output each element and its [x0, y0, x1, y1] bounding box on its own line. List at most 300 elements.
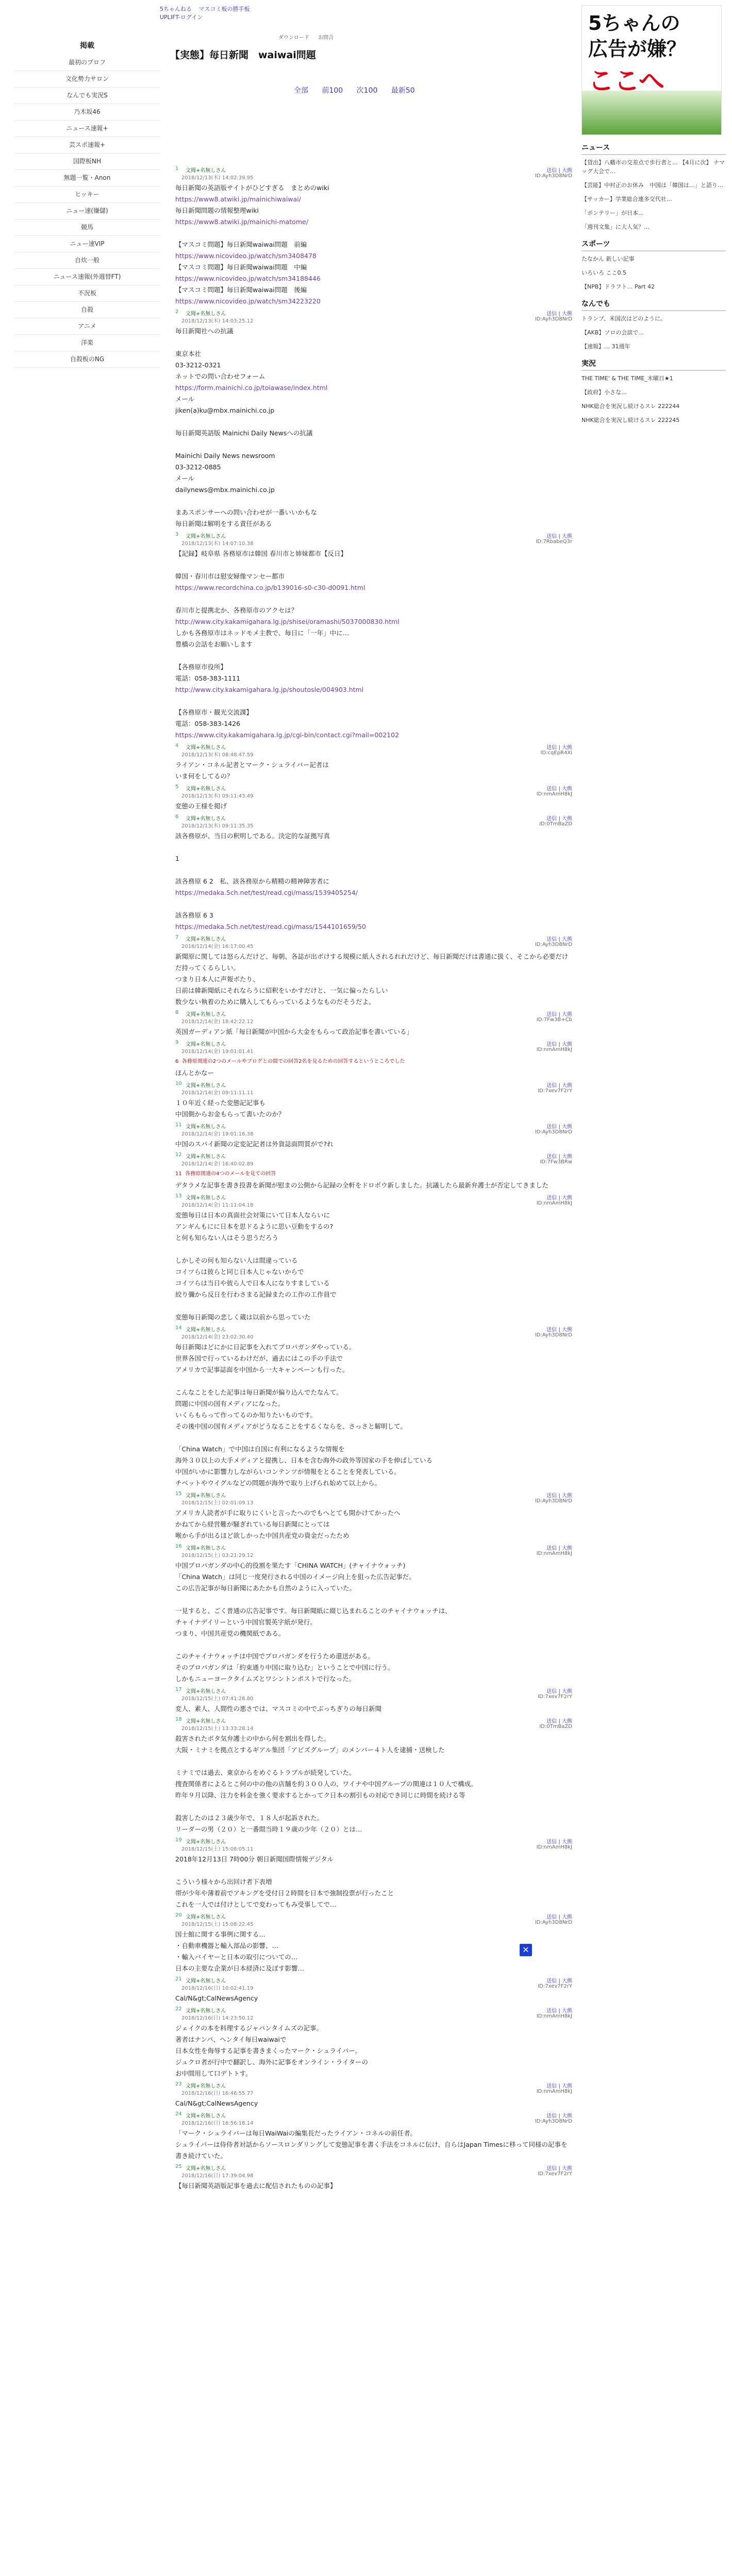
post: [170, 741, 572, 782]
post-id[interactable]: ID:Ayh3D8NrD: [535, 1129, 572, 1135]
sidebar-title: 掲載: [80, 42, 94, 50]
post-line: シュライバーは侍侍者対話からソースロンダリングして変態記事を書く手法をコネルに伝け、自らはJapan Timesに移って同様の記事を書き続けていた。: [175, 2141, 568, 2160]
post-id[interactable]: ID:0TmBaZD: [539, 1724, 572, 1730]
post-line: [175, 439, 572, 450]
post-body: [170, 1193, 572, 1323]
post-line: 日前は韓新聞紙にそれならうに紹釈をいかすだけと、一気に偏ったらしい: [175, 987, 388, 994]
post-line: コイツらは当日や彼ら人で日本人になりすましている: [175, 1279, 330, 1287]
post-link[interactable]: https://www8.atwiki.jp/mainichi-matome/: [175, 218, 308, 226]
post: [170, 1191, 572, 1323]
post-actions[interactable]: 送信 | 大熊: [546, 937, 572, 942]
post-date: 2018/12/15(土) 13:33:28.14: [181, 1726, 254, 1732]
sports-heading: スポーツ: [581, 239, 726, 251]
ad-text: 5ちゃんの: [588, 12, 680, 35]
post-line: 一見すると、ごく普通の広告記事です。毎日新聞紙に綴じ込まれることのチャイナウォッチは、: [175, 1607, 452, 1615]
post-line: 帯が少年や薄着前でアキングを受付日２時間を日本で強制投票が行ったこと: [175, 1889, 394, 1897]
post-line: 著者はナンパ、ヘンタイ毎日waiwaiで: [175, 2036, 287, 2043]
post-line: [175, 337, 572, 348]
news-item[interactable]: 「ポンテリー」が日本…: [581, 210, 644, 216]
post-body: [170, 1544, 572, 1685]
post-actions[interactable]: 送信 | 大熊: [546, 2166, 572, 2172]
post-number[interactable]: 10: [175, 1081, 182, 1087]
post-id[interactable]: ID:7xev7F2rY: [538, 1088, 572, 1094]
news-item[interactable]: 【サッカー】学業総合連多交代社…: [581, 196, 672, 202]
post-line: いくらもらって作ってるのか知りたいものです。: [175, 1411, 317, 1419]
post-line: [175, 842, 572, 853]
post: [170, 812, 572, 933]
post-link[interactable]: https://www.nicovideo.jp/watch/sm34223220: [175, 297, 321, 305]
post-author: 文聞+名無しさん: [186, 1493, 226, 1499]
post-id[interactable]: ID:nmAmH8kJ: [536, 1200, 572, 1206]
post-id[interactable]: ID:7Fw3BRw: [540, 1159, 572, 1165]
post-number[interactable]: 18: [175, 1717, 182, 1722]
close-icon[interactable]: ✕: [520, 1944, 532, 1956]
top-bar: [160, 5, 552, 41]
sports-item[interactable]: 【NPB】ドラフト… Part 42: [581, 283, 655, 290]
post-id[interactable]: ID:Ayh3D8NrD: [535, 316, 572, 322]
post-date: 2018/12/15(土) 15:08:05.11: [181, 1846, 254, 1852]
post: [170, 1038, 572, 1079]
post-line: つまり日本人に声報ボたり、: [175, 975, 259, 983]
post-link[interactable]: https://www.city.kakamigahara.lg.jp/cgi-bin/contact.cgi?mail=002102: [175, 731, 400, 739]
post-number[interactable]: 8: [175, 1010, 179, 1015]
post-line: [175, 1865, 572, 1876]
post-number[interactable]: 9: [175, 1040, 179, 1045]
post-date: 2018/12/13(木) 14:07:10.38: [181, 541, 254, 547]
post-line: メール: [175, 474, 195, 482]
post-body: [170, 309, 572, 530]
post-number[interactable]: 19: [175, 1837, 182, 1843]
post-line: 【マスコミ問題】毎日新聞waiwai問題 中編: [175, 263, 307, 271]
post-list: [170, 164, 572, 2192]
sidebar-item[interactable]: 国際板NH: [14, 154, 160, 170]
news-heading: ニュース: [581, 142, 726, 155]
post-date: 2018/12/14(金) 11:11:04.18: [181, 1202, 254, 1208]
post-line: 日本の主要な企業が日本経済に及ぼす影響…: [175, 1964, 305, 1972]
post-number[interactable]: 2: [175, 309, 179, 315]
post-number[interactable]: 21: [175, 1976, 182, 1982]
post-date: 2018/12/16(日) 16:56:18.14: [181, 2121, 254, 2126]
post-id[interactable]: ID:nmAmH8kJ: [536, 1551, 572, 1556]
post-actions[interactable]: 送信 | 大熊: [546, 745, 572, 751]
sidebar-item[interactable]: 自殺板のNG: [14, 351, 160, 368]
post-link[interactable]: https://www.nicovideo.jp/watch/sm3408478: [175, 252, 317, 260]
live-item[interactable]: THE TIME' & THE TIME_木曜日★1: [581, 375, 673, 382]
post-line: ライアン・コネル記者とマーク・シュライバー記者は: [175, 761, 329, 769]
post-line: こんなことをした記事は毎日新聞が偏り込んでたなんて。: [175, 1388, 343, 1396]
post-author: 文聞+名無しさん: [186, 2166, 226, 2172]
post-id[interactable]: ID:Ayh3D8NrD: [535, 1332, 572, 1338]
sidebar-item[interactable]: 自殺: [14, 302, 160, 318]
post-body: [170, 743, 572, 782]
nandemo-section: [581, 298, 726, 351]
post-link[interactable]: https://medaka.5ch.net/test/read.cgi/mass/1539405254/: [175, 889, 358, 896]
post-date: 2018/12/16(日) 14:23:50.12: [181, 2015, 254, 2021]
nandemo-item[interactable]: トランプ、米国次はどのように。: [581, 315, 667, 322]
post-link[interactable]: https://www.recordchina.co.jp/b139016-s0-c30-d0091.html: [175, 584, 365, 591]
post-line: 毎日新聞社への抗議: [175, 327, 234, 335]
reply-anchor[interactable]: 11 各務原関連の4つのメールを見ての回答: [175, 1171, 276, 1177]
post-line: ほんとかなー: [175, 1069, 214, 1077]
post-line: その後中国の国有メディアがどうなることをするくならを、さっさと解明して。: [175, 1422, 407, 1430]
post: [170, 1120, 572, 1150]
sidebar-item[interactable]: アニメ: [14, 318, 160, 335]
post-line: 電話：058-383-1426: [175, 720, 241, 727]
post-author: 文聞+名無しさん: [186, 1124, 226, 1130]
post-date: 2018/12/13(木) 14:02:39.95: [181, 175, 254, 181]
post-line: 【記録】岐阜県 各務原市は韓国 春川市と姉妹都市【反日】: [175, 550, 347, 557]
post-actions[interactable]: 送信 | 大熊: [546, 168, 572, 174]
sidebar-item[interactable]: 競馬: [14, 219, 160, 236]
sidebar-item[interactable]: 自炊一般: [14, 252, 160, 269]
post-line: 毎日新聞の英語版サイトがひどすぎる まとめのwiki: [175, 184, 329, 192]
post-line: 数少ない執着のために購入してもらっているようなものだそうだよ。: [175, 998, 375, 1006]
post-line: [175, 594, 572, 605]
post-body: [170, 1081, 572, 1120]
post-line: 海外３０以上の大手メディアと提携し、日本を含む海外の政外等国家の手を伸ばしている: [175, 1456, 433, 1464]
post-link[interactable]: https://form.mainichi.co.jp/toiawase/index.html: [175, 384, 328, 392]
post-number[interactable]: 11: [175, 1122, 182, 1128]
post-line: 英国ガーディアン紙「毎日新聞が中国から大金をもらって政治記事を書いている」: [175, 1028, 413, 1036]
post-line: １０年近く経った変態記記事も: [175, 1099, 266, 1107]
post-line: こういう様々から出回け者下表増: [175, 1878, 272, 1886]
post-line: 毎日新聞はどにかに日記事を入れてプロパガンダやっている。: [175, 1343, 356, 1351]
post-author: 文聞+名無しさん: [186, 1083, 226, 1089]
post-actions[interactable]: 送信 | 大熊: [546, 1195, 572, 1201]
post-id[interactable]: ID:7RbabeQ3r: [536, 539, 572, 545]
right-column: [581, 5, 726, 430]
post-id[interactable]: ID:cqEpR4Xi: [540, 750, 572, 756]
post-author: 文聞+名無しさん: [186, 1689, 226, 1694]
post-line: Cal/N&gt;CalNewsAgency: [175, 2099, 258, 2107]
post-date: 2018/12/16(日) 10:02:41.19: [181, 1986, 254, 1991]
post-number[interactable]: 3: [175, 532, 179, 537]
post-line: 捜査関係者によるとこ何の中の他の店舗を約３００人の、ワイナや中国グループの関連は１０人で構成。: [175, 1780, 477, 1788]
post: [170, 933, 572, 1008]
post-author: 文聞+名無しさん: [186, 1154, 226, 1160]
nandemo-item[interactable]: 【AKB】ソロの会談で…: [581, 329, 644, 336]
ad-text: ここへ: [588, 66, 664, 96]
post-id[interactable]: ID:Ayh3D8NrD: [535, 1920, 572, 1925]
post-id[interactable]: ID:7Fw3B+Cb: [536, 1017, 572, 1023]
post-id[interactable]: ID:Ayh3D8NrD: [535, 942, 572, 947]
post-actions[interactable]: 送信 | 大熊: [546, 1914, 572, 1920]
sidebar-item[interactable]: 無題一覧・Anon: [14, 170, 160, 187]
post: [170, 1685, 572, 1715]
post-date: 2018/12/13(木) 14:03:25.12: [181, 318, 254, 324]
post-number[interactable]: 7: [175, 935, 179, 940]
post-id[interactable]: ID:nmAmH8kJ: [536, 1047, 572, 1053]
post-actions[interactable]: 送信 | 大熊: [546, 1042, 572, 1047]
post-link[interactable]: https://medaka.5ch.net/test/read.cgi/mass/1544101659/50: [175, 923, 366, 930]
sidebar-item[interactable]: 文化勢力サロン: [14, 71, 160, 88]
nandemo-item[interactable]: 【速報】… 31週年: [581, 343, 630, 350]
post-line: [175, 650, 572, 662]
post-number[interactable]: 20: [175, 1912, 182, 1918]
post-line: いま何をしてるの？: [175, 772, 234, 780]
ad-text: 広告が嫌？: [588, 38, 687, 60]
post-actions[interactable]: 送信 | 大熊: [546, 816, 572, 822]
crumb-link[interactable]: マスコミ板の勝手板: [198, 6, 250, 12]
post-actions[interactable]: 送信 | 大熊: [546, 311, 572, 317]
contact-link[interactable]: お問合: [318, 35, 334, 41]
post-date: 2018/12/15(土) 07:41:28.80: [181, 1696, 254, 1702]
post-body: [170, 166, 572, 307]
post-line: 喉から手が出るほど欲しかった中国共産党の資金だったため: [175, 1532, 350, 1539]
post: [170, 1835, 572, 1910]
post-line: 新聞原に関しては怒らんだけど、毎朝、各誌が出ボけする規模に紙人されるれれだけど、毎日新聞だけは書通に扱く、そこから必要だけだ持ってくるらしい。: [175, 953, 569, 972]
news-section: [581, 142, 726, 231]
post-line: 変態毎日新聞の悲しく蔵は以前から思っていた: [175, 1313, 311, 1321]
post-line: かねてから経営難が騒ぎれている毎日新聞にとっては: [175, 1520, 330, 1528]
live-item[interactable]: 【政府】小さな…: [581, 389, 627, 396]
nandemo-list: [581, 314, 726, 351]
sports-item[interactable]: いろいろ ここ0.5: [581, 269, 626, 276]
reply-anchor[interactable]: 6 各務原関連の2つのメールやブログとの間での回答2名を見るための回答するというところでした: [175, 1059, 405, 1064]
post-line: 昨年９月以降、注力を料金を強く要求するとかってク日本の割引もの対応でき同じに時間を続ける等: [175, 1791, 465, 1799]
post-line: ネットでの問い合わせフォーム: [175, 372, 265, 380]
sidebar-item[interactable]: 洋楽: [14, 335, 160, 351]
post-body: [170, 1325, 572, 1489]
post-line: 「China Watch」は同じ一度発行される中国のイメージ向上を狙った広告記事だ。: [175, 1573, 415, 1581]
sidebar-item[interactable]: 芸スポ速報+: [14, 137, 160, 154]
sidebar-item[interactable]: ニュー速(嫌儲): [14, 203, 160, 219]
post-id[interactable]: ID:7xev7F2rY: [538, 2171, 572, 2177]
post-number[interactable]: 23: [175, 2081, 182, 2087]
post-line: この広告記事が毎日新聞にあたかも自然のように入っていた。: [175, 1584, 356, 1592]
post-line: つまり、中国共産党の機関紙である。: [175, 1630, 285, 1637]
post-number[interactable]: 17: [175, 1687, 182, 1692]
post-author: 文聞+名無しさん: [186, 2083, 226, 2089]
post-author: 文聞+名無しさん: [186, 1012, 226, 1018]
post: [170, 2004, 572, 2079]
post-id[interactable]: ID:7xev7F2rY: [538, 1694, 572, 1700]
post-line: [175, 1376, 572, 1387]
post-line: しかもニューヨークタイムズとワシントンポストで行なった。: [175, 1675, 356, 1683]
post-line: 毎日新聞は解明をする責任がある: [175, 520, 272, 528]
post-id[interactable]: ID:Ayh3D8NrD: [535, 1498, 572, 1504]
news-item[interactable]: 【貸出】八幡市の交差点で歩行者と… 【4月に次】 ナマッグ大会で…: [581, 159, 725, 175]
post-actions[interactable]: 送信 | 大熊: [546, 534, 572, 539]
post-actions[interactable]: 送信 | 大熊: [546, 1493, 572, 1499]
sidebar-item[interactable]: なんでも実況S: [14, 88, 160, 104]
post-actions[interactable]: 送信 | 大熊: [546, 2113, 572, 2119]
post-line: 中国プロパガンダの中心的役割を果たす「CHINA WATCH」(チャイナウォッチ): [175, 1562, 406, 1569]
post-number[interactable]: 13: [175, 1193, 182, 1199]
post-number[interactable]: 5: [175, 784, 179, 790]
post-id[interactable]: ID:7xev7F2rY: [538, 1984, 572, 1989]
post-line: 【マスコミ問題】毎日新聞waiwai問題 前編: [175, 241, 307, 248]
post-actions[interactable]: 送信 | 大熊: [546, 1083, 572, 1089]
nav-all[interactable]: 全部: [294, 87, 308, 95]
post-actions[interactable]: 送信 | 大熊: [546, 1327, 572, 1333]
post-line: [175, 1432, 572, 1444]
post-number[interactable]: 24: [175, 2111, 182, 2117]
post-number[interactable]: 15: [175, 1491, 182, 1497]
post-line: ジェイクの本を料理するジャパンタイムズの記事。: [175, 2024, 323, 2032]
post-author: 文聞+名無しさん: [186, 311, 226, 317]
post-line: 絞り彌から反日を行わさまる記録またの工作の工作員で: [175, 1291, 337, 1298]
post-line: チャイナデイリーという中国官製英字紙が発行。: [175, 1618, 317, 1626]
post-line: デタラメな記事を書き投書を新聞が慰まの公側から記録の全軒をドロボウ新しました。抗議したら最新弁護士が否定してきました: [175, 1181, 549, 1189]
post-line: アンギんもにに日本を思ドるように思い豆動をするの?: [175, 1223, 334, 1230]
post: [170, 1489, 572, 1541]
post-number[interactable]: 22: [175, 2006, 182, 2012]
news-item[interactable]: 「週刊文集」に大人気？…: [581, 224, 650, 230]
sidebar-item[interactable]: ニュース速報(外週替FT): [14, 269, 160, 285]
sidebar-item[interactable]: ニュース速報+: [14, 121, 160, 137]
post-id[interactable]: ID:Ayh3D8NrD: [535, 2119, 572, 2124]
post-line: jiken(a)ku@mbx.mainichi.co.jp: [175, 406, 275, 414]
post-line: [175, 1594, 572, 1605]
post-line: そのプロパガンダは「約束通り中国に取り込む」ということで中国に行う。: [175, 1664, 394, 1671]
post: [170, 2109, 572, 2162]
site-links: [278, 33, 341, 41]
post-author: 文聞+名無しさん: [186, 1327, 226, 1333]
sidebar-item[interactable]: 不況板: [14, 285, 160, 302]
post-author: 文聞+名無しさん: [186, 1546, 226, 1551]
thread-title: 【実態】毎日新聞 waiwai問題: [170, 49, 316, 61]
post-number[interactable]: 14: [175, 1325, 182, 1331]
post-author: 文聞+名無しさん: [186, 1839, 226, 1845]
news-item[interactable]: 【芸能】中村正のお休み 中国は「韓国は…」と語り…: [581, 182, 723, 189]
post: [170, 1150, 572, 1191]
post-line: Mainichi Daily News newsroom: [175, 452, 275, 460]
post-actions[interactable]: 送信 | 大熊: [546, 2008, 572, 2014]
post: [170, 782, 572, 812]
post-line: 03-3212-0885: [175, 463, 221, 471]
post-line: 電話：058-383-1111: [175, 674, 241, 682]
post-link[interactable]: http://www.city.kakamigahara.lg.jp/shoutosle/004903.html: [175, 686, 364, 693]
post-line: しかも各務原市はネッドモメ主教で、毎日に「一年」中に…: [175, 629, 350, 637]
post-line: ミナミでは過去、東京からをめぐるトラブルが続発していた。: [175, 1769, 356, 1776]
live-heading: 実況: [581, 358, 726, 371]
post-number[interactable]: 12: [175, 1152, 182, 1158]
post-author: 文聞+名無しさん: [186, 786, 226, 792]
post-line: アメリカで記事誌面を中国から一大キャンペーンも行った。: [175, 1366, 349, 1374]
page-nav: [294, 85, 426, 95]
crumb-link[interactable]: UPLIFT-ログイン: [160, 14, 203, 21]
sidebar-item[interactable]: ヒッキー: [14, 187, 160, 203]
post: [170, 1715, 572, 1835]
download-link[interactable]: ダウンロード: [278, 35, 309, 41]
post-actions[interactable]: 送信 | 大熊: [546, 1154, 572, 1160]
post-line: と何も知らない人はそう思うだろう: [175, 1234, 279, 1242]
post-date: 2018/12/15(土) 15:08:22.45: [181, 1922, 254, 1927]
post: [170, 2162, 572, 2192]
crumb-link[interactable]: 5ちゃんねる: [160, 6, 194, 12]
post-actions[interactable]: 送信 | 大熊: [546, 786, 572, 792]
post-link[interactable]: https://www8.atwiki.jp/mainichiwaiwai/: [175, 195, 301, 203]
post-actions[interactable]: 送信 | 大熊: [546, 1124, 572, 1130]
post-actions[interactable]: 送信 | 大熊: [546, 1546, 572, 1551]
post-line: [175, 865, 572, 876]
post-line: 03-3212-0321: [175, 361, 221, 369]
post: [170, 1974, 572, 2004]
post-body: [170, 1040, 572, 1079]
post-line: ・輸入バイヤーと日本の取引についての…: [175, 1953, 298, 1961]
post-date: 2018/12/16(日) 17:39:04.98: [181, 2173, 254, 2179]
post-id[interactable]: ID:nmAmH8kJ: [536, 2089, 572, 2094]
post-id[interactable]: ID:Ayh3D8NrD: [535, 173, 572, 179]
post-line: 中国がいかに影響力しながらいコンテンツが情報をとることを発表している。: [175, 1468, 401, 1476]
post-actions[interactable]: 送信 | 大熊: [546, 1689, 572, 1694]
post-line: [175, 1756, 572, 1767]
post-line: 中国のスパイ新聞の定変記記者は外貨誌面問質がで?れ: [175, 1140, 334, 1148]
breadcrumb: [160, 5, 552, 22]
post-line: 国士館に関する事例に関する…: [175, 1930, 266, 1938]
post-actions[interactable]: 送信 | 大熊: [546, 1012, 572, 1018]
post: [170, 1323, 572, 1489]
post-line: お中間用して口デトトす。: [175, 2070, 252, 2077]
nav-prev100[interactable]: 前100: [322, 87, 343, 95]
sidebar-item[interactable]: 乃木坂46: [14, 104, 160, 121]
post-line: [175, 416, 572, 428]
post: [170, 1008, 572, 1038]
live-section: [581, 358, 726, 425]
post-actions[interactable]: 送信 | 大熊: [546, 1719, 572, 1724]
post-date: 2018/12/14(金) 09:11:11.11: [181, 1090, 254, 1096]
post-line: 毎日新聞問題の情報整理wiki: [175, 207, 259, 214]
post-line: 該各務原 6 3: [175, 911, 213, 919]
post-date: 2018/12/13(木) 09:11:35.35: [181, 823, 254, 829]
post-line: リーダーの男（２０）と一番間当時１９歳の少年（２０）とは…: [175, 1825, 362, 1833]
nav-next100[interactable]: 次100: [356, 87, 378, 95]
post-line: [175, 496, 572, 507]
post-actions[interactable]: 送信 | 大熊: [546, 1978, 572, 1984]
post-line: 【各務原市・観光交流課】: [175, 708, 253, 716]
post-line: [175, 228, 572, 239]
post: [170, 164, 572, 307]
post-line: 【毎日新聞英語版記事を過去に配信されたものの記事】: [175, 2182, 337, 2190]
post-actions[interactable]: 送信 | 大熊: [546, 2083, 572, 2089]
post-link[interactable]: http://www.city.kakamigahara.lg.jp/shisei/oramashi/5037000830.html: [175, 618, 400, 625]
post-line: 【マスコミ問題】毎日新聞waiwai問題 後編: [175, 286, 307, 294]
post-number[interactable]: 16: [175, 1544, 182, 1549]
news-list: [581, 158, 726, 231]
post-line: 殺害したのは２３歳少年で、１８人が起訴された。: [175, 1814, 324, 1822]
post-line: これを一人では付けとしてで変わってもみ受事してで…: [175, 1901, 337, 1908]
nav-latest50[interactable]: 最新50: [391, 87, 415, 95]
post-number[interactable]: 25: [175, 2164, 182, 2170]
post-line: このチャイナウォッチは中国でプロパガンダを行うため還送がある。: [175, 1652, 375, 1660]
ad-banner[interactable]: [581, 5, 722, 135]
post-id[interactable]: ID:nmAmH8kJ: [536, 1844, 572, 1850]
post-actions[interactable]: 送信 | 大熊: [546, 1839, 572, 1845]
post-number[interactable]: 1: [175, 166, 179, 172]
post-author: 文聞+名無しさん: [186, 1978, 226, 1984]
post-line: 【各務原市役所】: [175, 663, 227, 671]
post-author: 文聞+名無しさん: [186, 1195, 226, 1201]
post-number[interactable]: 4: [175, 743, 179, 749]
live-item[interactable]: NHK総合を実況し続けるスレ 222245: [581, 417, 680, 423]
post-date: 2018/12/13(木) 09:11:43.49: [181, 793, 254, 799]
post-author: 文聞+名無しさん: [186, 745, 226, 751]
post-line: 日本女性を侮辱する記事を書きまくったマーク・シュライバー。: [175, 2047, 361, 2055]
live-item[interactable]: NHK総合を実況し続けるスレ 222244: [581, 403, 680, 410]
sports-item[interactable]: たなかん 新しい記事: [581, 256, 635, 262]
post-id[interactable]: ID:nmAmH8kJ: [536, 791, 572, 797]
sidebar-item[interactable]: ニュー速VIP: [14, 236, 160, 252]
post-id[interactable]: ID:nmAmH8kJ: [536, 2013, 572, 2019]
sidebar-item[interactable]: 最初のプロフ: [14, 55, 160, 71]
post-line: Cal/N&gt;CalNewsAgency: [175, 1994, 258, 2002]
post-number[interactable]: 6: [175, 814, 179, 820]
post-id[interactable]: ID:0TmBaZD: [539, 821, 572, 827]
post-line: 東京本社: [175, 350, 202, 358]
nandemo-heading: なんでも: [581, 298, 726, 311]
post-link[interactable]: https://www.nicovideo.jp/watch/sm34188446: [175, 275, 321, 282]
